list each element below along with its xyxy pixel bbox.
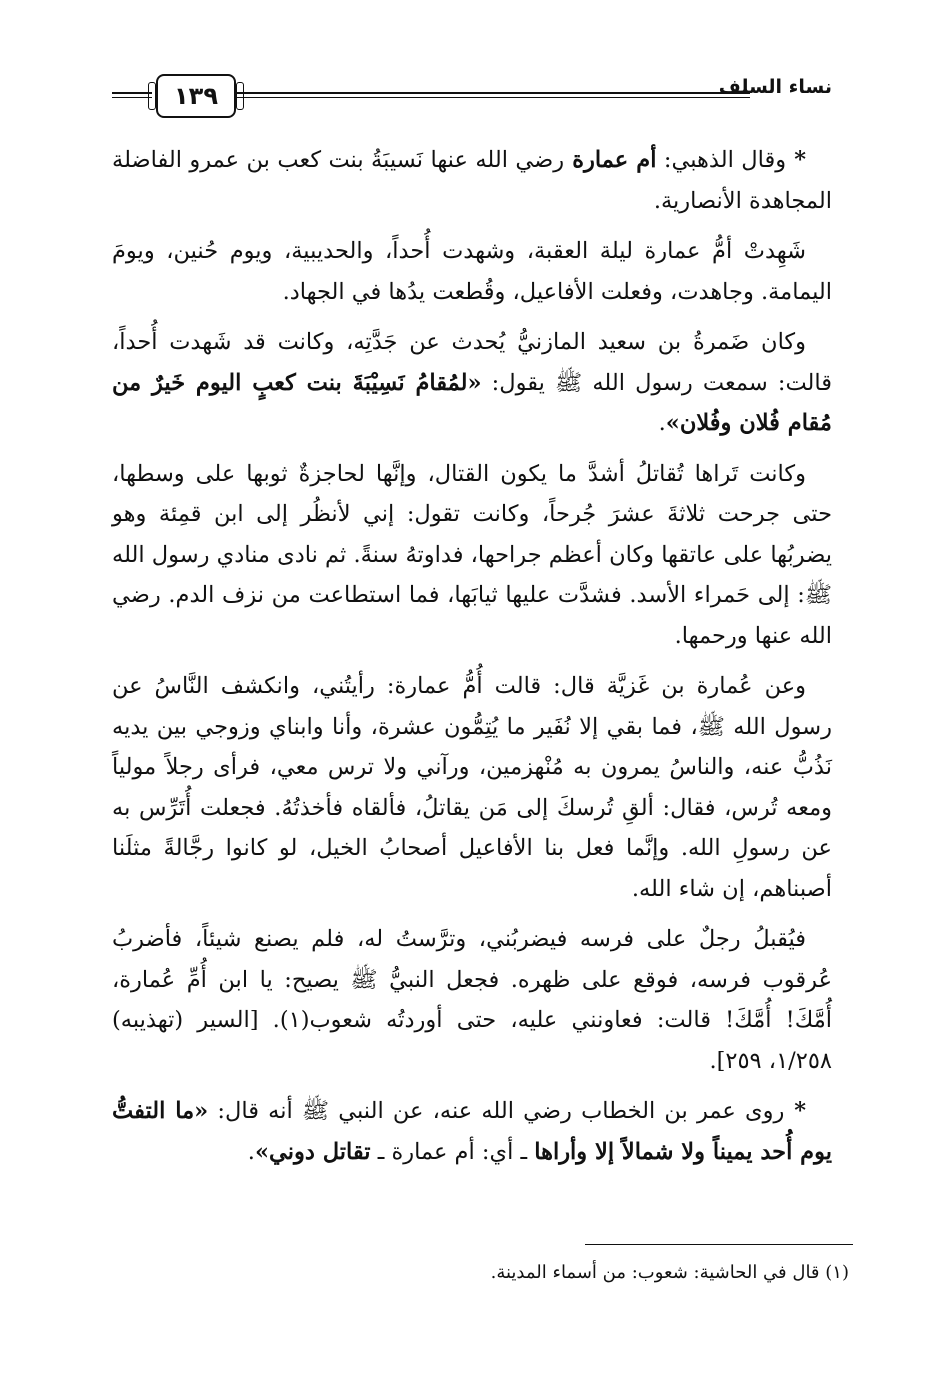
bold-segment: «لمُقامُ نَسِيْبَةَ بنت كعبٍ اليوم خَيرٌ من مُقام فُلان وفُلان» — [112, 369, 832, 436]
page-number: ١٣٩ — [156, 74, 236, 118]
text-segment: وعن عُمارة بن غَزيَّة قال: قالت أُمُّ عمارة: رأيتُني، وانكشف النَّاسُ عن رسول الله ﷺ، فما بقي إلا نُفَير ما يُتِمُّون عشرة، وأنا وابناي وزوجي بين يديه نَذُبُّ عنه، والناسُ يمرون به مُنْهزمين، ورآني ولا ترس معي، فرأى رجلاً مولياً ومعه تُرس، فقال: ألقِ تُرسكَ إلى مَن يقاتلُ، فألقاه فأخذتُهُ. فجعلت أُتَرِّس به عن رسولِ الله. وإنَّما فعل بنا الأفاعيل أصحابُ الخيل، لو كانوا رجَّالةً مثلَنا أصبناهم، إن شاء الله. — [112, 673, 832, 902]
page-header — [112, 72, 832, 118]
text-segment: شَهِدتْ أمُّ عمارة ليلة العقبة، وشهدت أُحداً، والحديبية، ويوم حُنين، ويومَ اليمامة. وجاهدت، وفعلت الأفاعيل، وقُطعت يدُها في الجهاد. — [112, 238, 832, 305]
text-segment: رضي الله عنها نَسيبَةُ بنت كعب بن عمرو الفاضلة المجاهدة الأنصارية. — [112, 147, 832, 214]
paragraph — [112, 454, 832, 657]
bold-segment: * — [786, 147, 806, 173]
header-rule — [234, 92, 750, 98]
header-rule-left — [112, 92, 152, 98]
text-segment: ـ أي: أم عمارة ـ — [370, 1138, 535, 1165]
paragraph — [112, 140, 832, 221]
paragraph — [112, 666, 832, 909]
main-text — [112, 140, 832, 1182]
footnote-divider — [585, 1244, 853, 1245]
text-segment: . — [658, 410, 666, 436]
paragraph — [112, 919, 832, 1081]
text-segment: . — [247, 1138, 255, 1165]
footnote: (١) قال في الحاشية: شعوب: من أسماء المدينة. — [490, 1262, 849, 1283]
paragraph — [112, 1091, 832, 1172]
paragraph — [112, 231, 832, 312]
text-segment: وكان ضَمرةُ بن سعيد المازنيُّ يُحدث عن جَدَّتِه، وكانت قد شَهدت أُحداً، قالت: سمعت رسول الله ﷺ يقول: — [112, 329, 833, 396]
paragraph — [112, 322, 832, 444]
bold-segment: تقاتل دوني» — [254, 1138, 371, 1165]
running-title: نساء السلف — [718, 76, 832, 98]
text-segment: وقال الذهبي: — [656, 147, 787, 173]
text-segment: فيُقبلُ رجلٌ على فرسه فيضربُني، وترَّستُ له، فلم يصنع شيئاً، فأضربُ عُرقوب فرسه، فوقع على ظهره. فجعل النبيُّ ﷺ يصيح: يا ابن أُمِّ عُمارة، أُمَّكَ! أُمَّكَ! قالت: فعاونني عليه، حتى أوردتُه شعوب(١). [السير (تهذيبه) ١/٢٥٨، ٢٥٩]. — [112, 926, 832, 1074]
bold-segment: * — [784, 1098, 806, 1124]
bold-segment: «ما التفتُّ يوم أُحد يميناً ولا شمالاً إلا وأراها — [112, 1098, 832, 1165]
bold-segment: أم عمارة — [564, 147, 657, 173]
text-segment: وكانت تَراها تُقاتلُ أشدَّ ما يكون القتال، وإنَّها لحاجزةٌ ثوبها على وسطها، حتى جرحت ثلاثةَ عشرَ جُرحاً، وكانت تقول: إني لأنظُر إلى ابن قمِئة وهو يضربُها على عاتقها وكان أعظم جراحها، فداوتهُ سنةً. ثم نادى منادي رسول الله ﷺ: إلى حَمراء الأسد. فشدَّت عليها ثيابَها، فما استطاعت من نزف الدم. رضي الله عنها ورحمها. — [112, 460, 832, 649]
text-segment: روى عمر بن الخطاب رضي الله عنه، عن النبي ﷺ أنه قال: — [208, 1098, 785, 1124]
